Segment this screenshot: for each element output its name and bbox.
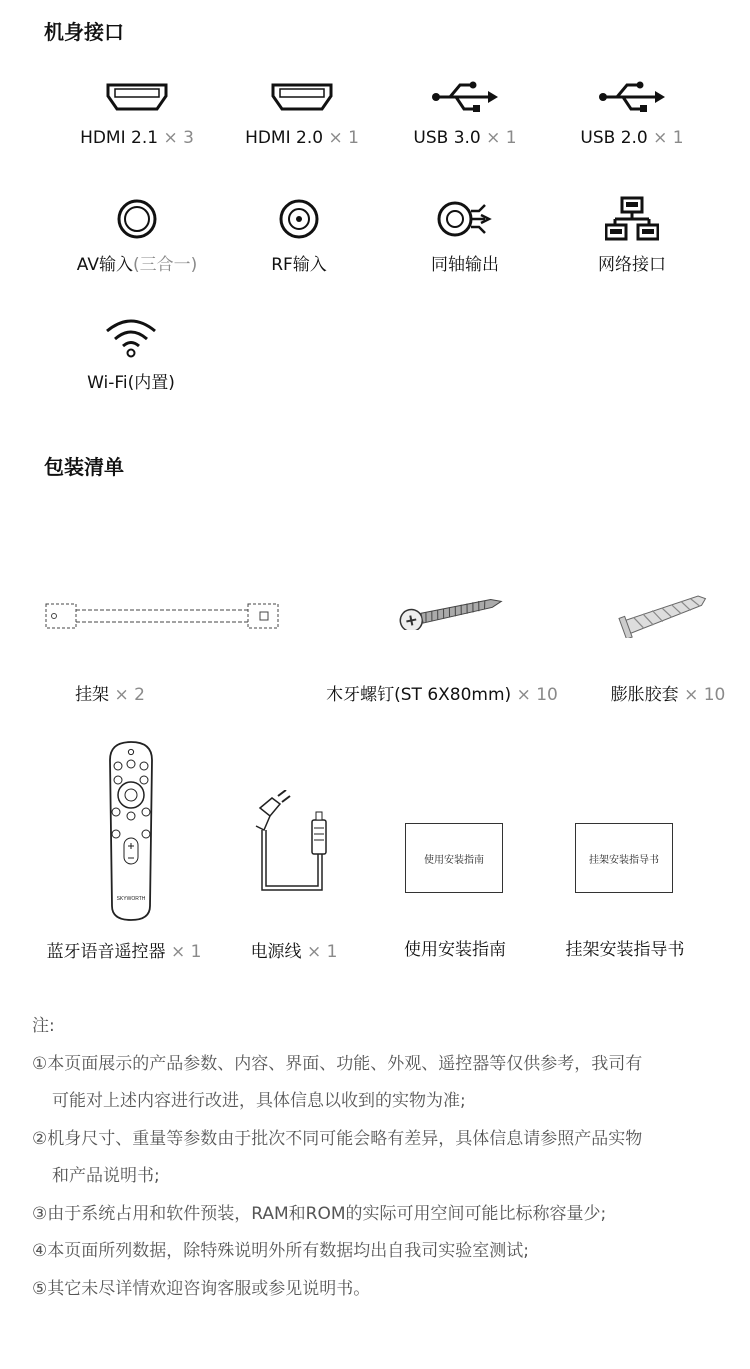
- package-item-qty: × 10: [684, 685, 726, 705]
- package-item-name: 木牙螺钉(ST 6X80mm): [326, 685, 512, 705]
- hdmi-icon: [52, 72, 222, 122]
- port-lan: [547, 194, 717, 275]
- port-name: AV输入: [76, 255, 133, 275]
- notes-block: [32, 1008, 732, 1308]
- port-coax-out: [380, 194, 550, 275]
- port-qty: × 1: [653, 128, 684, 148]
- port-name: USB 2.0: [580, 128, 648, 148]
- package-item-name: 电源线: [250, 942, 302, 962]
- package-item-power-cable: [238, 937, 350, 962]
- port-qty: × 3: [163, 128, 194, 148]
- package-item-bracket: [60, 680, 160, 705]
- bracket-guide-cover: 挂架安装指导书: [575, 823, 673, 893]
- remote-control-image: [106, 740, 156, 922]
- port-name: USB 3.0: [413, 128, 481, 148]
- hdmi-icon: [217, 72, 387, 122]
- port-name: HDMI 2.1: [80, 128, 159, 148]
- port-qty: × 1: [328, 128, 359, 148]
- wifi-icon: [46, 312, 216, 362]
- note-line: 和产品说明书;: [52, 1166, 160, 1186]
- note-line: ③由于系统占用和软件预装，RAM和ROM的实际可用空间可能比标称容量少;: [32, 1203, 607, 1224]
- port-rf-in: [214, 194, 384, 275]
- av-jack-icon: [52, 194, 222, 244]
- package-item-bracket-guide: [553, 935, 697, 960]
- note-line: 可能对上述内容进行改进，具体信息以收到的实物为准;: [52, 1091, 466, 1111]
- wood-screw-image: [396, 590, 506, 630]
- wall-anchor-image: [618, 588, 714, 638]
- package-item-qty: × 10: [516, 685, 558, 705]
- port-wifi: [46, 312, 216, 393]
- coaxial-output-icon: [380, 194, 550, 244]
- package-item-qty: × 1: [306, 942, 338, 962]
- package-item-remote: [38, 937, 210, 962]
- ports-section-title: 机身接口: [44, 20, 124, 44]
- port-name: 同轴输出: [431, 255, 499, 275]
- note-line: ④本页面所列数据，除特殊说明外所有数据均出自我司实验室测试;: [32, 1241, 529, 1261]
- package-item-name: 膨胀胶套: [610, 685, 679, 705]
- package-item-anchor: [598, 680, 738, 705]
- install-guide-cover: 使用安装指南: [405, 823, 503, 893]
- port-hdmi-21: [52, 72, 222, 148]
- note-line: ②机身尺寸、重量等参数由于批次不同可能会略有差异，具体信息请参照产品实物: [32, 1128, 643, 1149]
- package-item-screw: [322, 680, 562, 705]
- usb-icon: [547, 72, 717, 122]
- network-icon: [547, 194, 717, 244]
- port-name: 网络接口: [598, 255, 666, 275]
- notes-heading: 注:: [32, 1016, 55, 1036]
- package-section-title: 包装清单: [44, 455, 124, 479]
- remote-brand-logo: SKYWORTH: [116, 896, 146, 902]
- package-item-name: 挂架: [75, 685, 110, 705]
- package-item-install-guide: [393, 935, 517, 960]
- port-name: Wi-Fi(内置): [87, 373, 175, 393]
- package-item-name: 蓝牙语音遥控器: [46, 942, 166, 962]
- usb-icon: [380, 72, 550, 122]
- package-item-name: 挂架安装指导书: [565, 940, 685, 960]
- note-line: ①本页面展示的产品参数、内容、界面、功能、外观、遥控器等仅供参考，我司有: [32, 1053, 643, 1074]
- note-line: ⑤其它未尽详情欢迎咨询客服或参见说明书。: [32, 1278, 371, 1299]
- port-qty: (三合一): [132, 255, 198, 275]
- wall-bracket-image: [42, 600, 282, 634]
- port-name: HDMI 2.0: [245, 128, 324, 148]
- power-cable-image: [248, 790, 334, 900]
- rf-jack-icon: [214, 194, 384, 244]
- port-name: RF输入: [271, 255, 327, 275]
- package-item-qty: × 2: [114, 685, 145, 705]
- package-item-name: 使用安装指南: [404, 940, 506, 960]
- package-item-qty: × 1: [170, 942, 202, 962]
- port-qty: × 1: [486, 128, 517, 148]
- port-usb-30: [380, 72, 550, 148]
- port-usb-20: [547, 72, 717, 148]
- port-hdmi-20: [217, 72, 387, 148]
- port-av-in: [52, 194, 222, 275]
